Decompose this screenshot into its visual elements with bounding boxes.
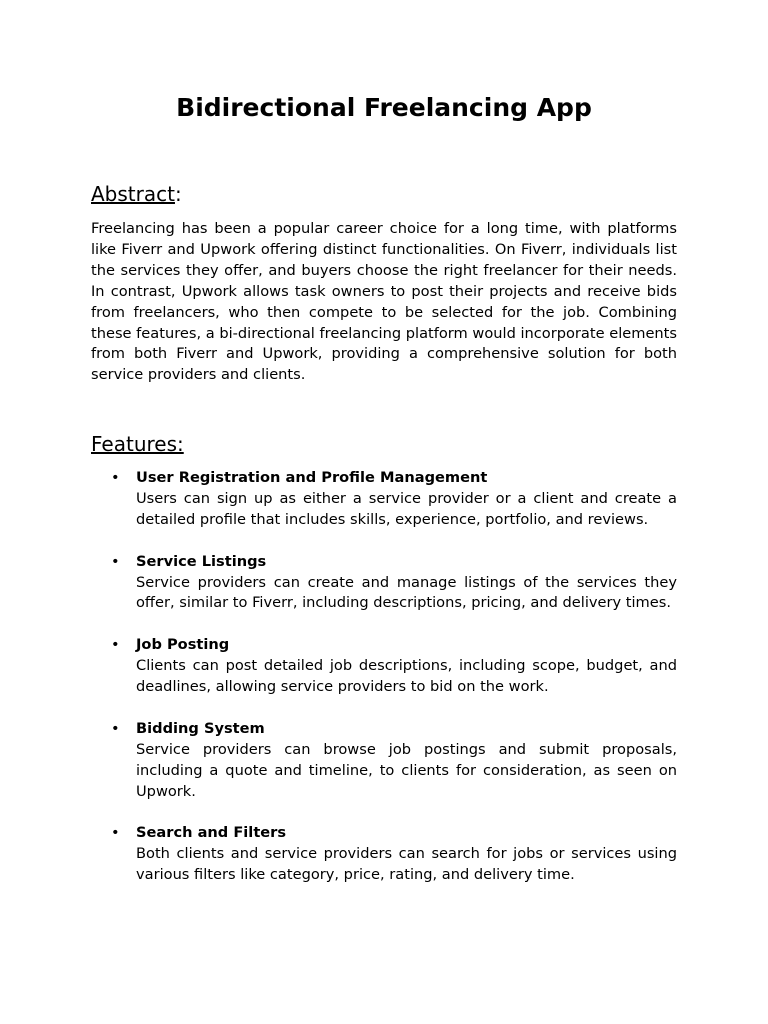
feature-item-search-filters (91, 823, 677, 886)
bullet-icon: • (111, 636, 120, 654)
feature-description: Clients can post detailed job descriptions, including scope, budget, and deadlines, allowing service providers to bid on the work. (136, 657, 677, 696)
feature-title: Job Posting (136, 636, 230, 654)
feature-title: Search and Filters (136, 824, 287, 842)
features-heading (91, 432, 184, 456)
feature-item-registration (91, 468, 677, 531)
abstract-heading-colon: : (174, 182, 182, 206)
feature-title: User Registration and Profile Management (136, 469, 488, 486)
bullet-icon: • (111, 824, 120, 842)
feature-item-job-posting (91, 635, 677, 698)
feature-description: Service providers can browse job postings and submit proposals, including a quote and timeline, to clients for consideration, as seen on Upwork. (136, 740, 677, 800)
abstract-paragraph: Freelancing has been a popular career choice for a long time, with platforms like Fiverr and Upwork offering distinct functionalities. On Fiverr, individuals list the services they offer, and buyers choose the right freelancer for their needs. In contrast, Upwork allows task owners to post their projects and receive bids from freelancers, who then compete to be selected for the job. Combining these features, a bi-directional freelancing platform would incorporate elements from both Fiverr and Upwork, providing a comprehensive solution for both service providers and clients. (91, 220, 677, 384)
feature-title: Service Listings (136, 552, 267, 570)
feature-title: Bidding System (136, 719, 265, 737)
bullet-icon: • (111, 719, 120, 737)
document-title: Bidirectional Freelancing App (176, 93, 592, 122)
abstract-heading-text: Abstract (91, 182, 175, 206)
feature-description: Service providers can create and manage listings of the services they offer, similar to Fiverr, including descriptions, pricing, and delivery times. (136, 573, 677, 612)
feature-description: Users can sign up as either a service provider or a client and create a detailed profile that includes skills, experience, portfolio, and reviews. (136, 489, 677, 528)
bullet-icon: • (111, 552, 120, 570)
features-list (91, 468, 677, 907)
features-heading-text: Features: (91, 432, 184, 456)
feature-item-service-listings (91, 552, 677, 615)
abstract-heading (91, 182, 182, 206)
bullet-icon: • (111, 469, 120, 486)
feature-description: Both clients and service providers can search for jobs or services using various filters like category, price, rating, and delivery time. (136, 845, 677, 884)
feature-item-bidding-system (91, 719, 677, 803)
